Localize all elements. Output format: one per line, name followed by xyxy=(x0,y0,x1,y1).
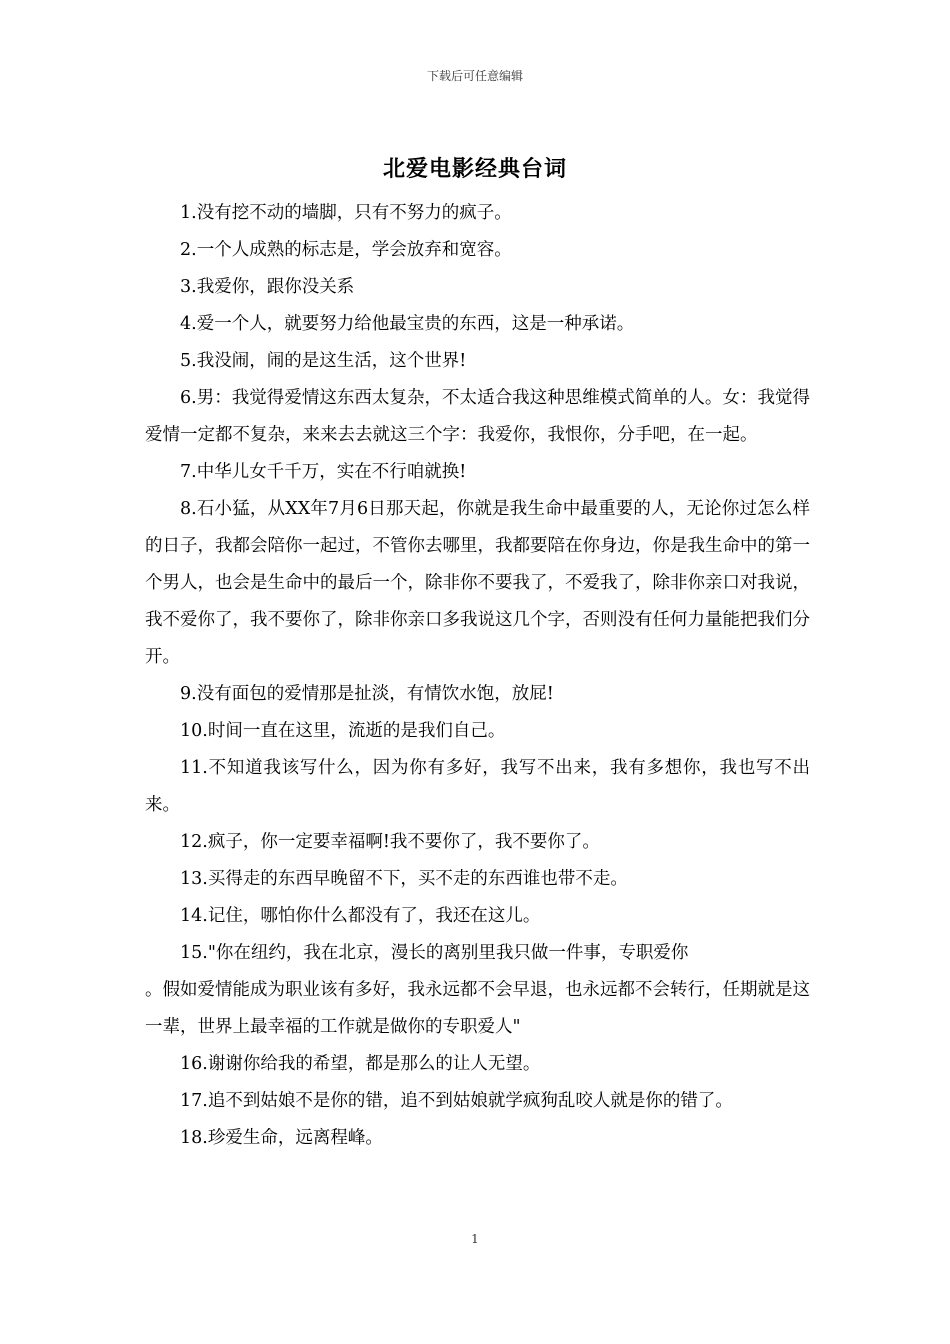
list-item: 5.我没闹，闹的是这生活，这个世界! xyxy=(180,351,467,371)
list-item: 18.珍爱生命，远离程峰。 xyxy=(180,1128,383,1148)
list-item: 13.买得走的东西早晚留不下，买不走的东西谁也带不走。 xyxy=(180,869,628,889)
list-item: 16.谢谢你给我的希望，都是那么的让人无望。 xyxy=(180,1054,541,1074)
list-item: 17.追不到姑娘不是你的错，追不到姑娘就学疯狗乱咬人就是你的错了。 xyxy=(180,1091,733,1111)
list-item: 12.疯子，你一定要幸福啊!我不要你了，我不要你了。 xyxy=(180,832,600,852)
list-item: 10.时间一直在这里，流逝的是我们自己。 xyxy=(180,721,506,741)
list-item: 1.没有挖不动的墙脚，只有不努力的疯子。 xyxy=(180,203,512,223)
document-title: 北爱电影经典台词 xyxy=(382,156,567,182)
quote-list xyxy=(145,195,810,1157)
list-item: 7.中华儿女千千万，实在不行咱就换! xyxy=(180,462,467,482)
list-item: 11.不知道我该写什么，因为你有多好，我写不出来，我有多想你，我也写不出来。 xyxy=(145,758,810,815)
list-item: 3.我爱你，跟你没关系 xyxy=(180,277,355,297)
list-item: 8.石小猛，从XX年7月6日那天起，你就是我生命中最重要的人，无论你过怎么样的日子，我都会陪你一起过，不管你去哪里，我都要陪在你身边，你是我生命中的第一个男人，也会是生命中的最后一个，除非你不要我了，不爱我了，除非你亲口对我说，我不爱你了，我不要你了，除非你亲口多我说这几个字，否则没有任何力量能把我们分开。 xyxy=(145,499,810,667)
list-item: 4.爱一个人，就要努力给他最宝贵的东西，这是一种承诺。 xyxy=(180,314,635,334)
list-item: 9.没有面包的爱情那是扯淡，有情饮水饱，放屁! xyxy=(180,684,554,704)
list-item: 6.男：我觉得爱情这东西太复杂，不太适合我这种思维模式简单的人。女：我觉得爱情一定都不复杂，来来去去就这三个字：我爱你，我恨你，分手吧，在一起。 xyxy=(145,388,810,445)
list-item: 15."你在纽约，我在北京，漫长的离别里我只做一件事，专职爱你 xyxy=(180,943,689,963)
page-number: 1 xyxy=(471,1232,479,1246)
list-item: 14.记住，哪怕你什么都没有了，我还在这儿。 xyxy=(180,906,541,926)
list-item: 。假如爱情能成为职业该有多好，我永远都不会早退，也永远都不会转行，任期就是这一辈，世界上最幸福的工作就是做你的专职爱人" xyxy=(145,980,810,1037)
page-header: 下载后可任意编辑 xyxy=(426,69,523,83)
list-item: 2.一个人成熟的标志是，学会放弃和宽容。 xyxy=(180,240,512,260)
